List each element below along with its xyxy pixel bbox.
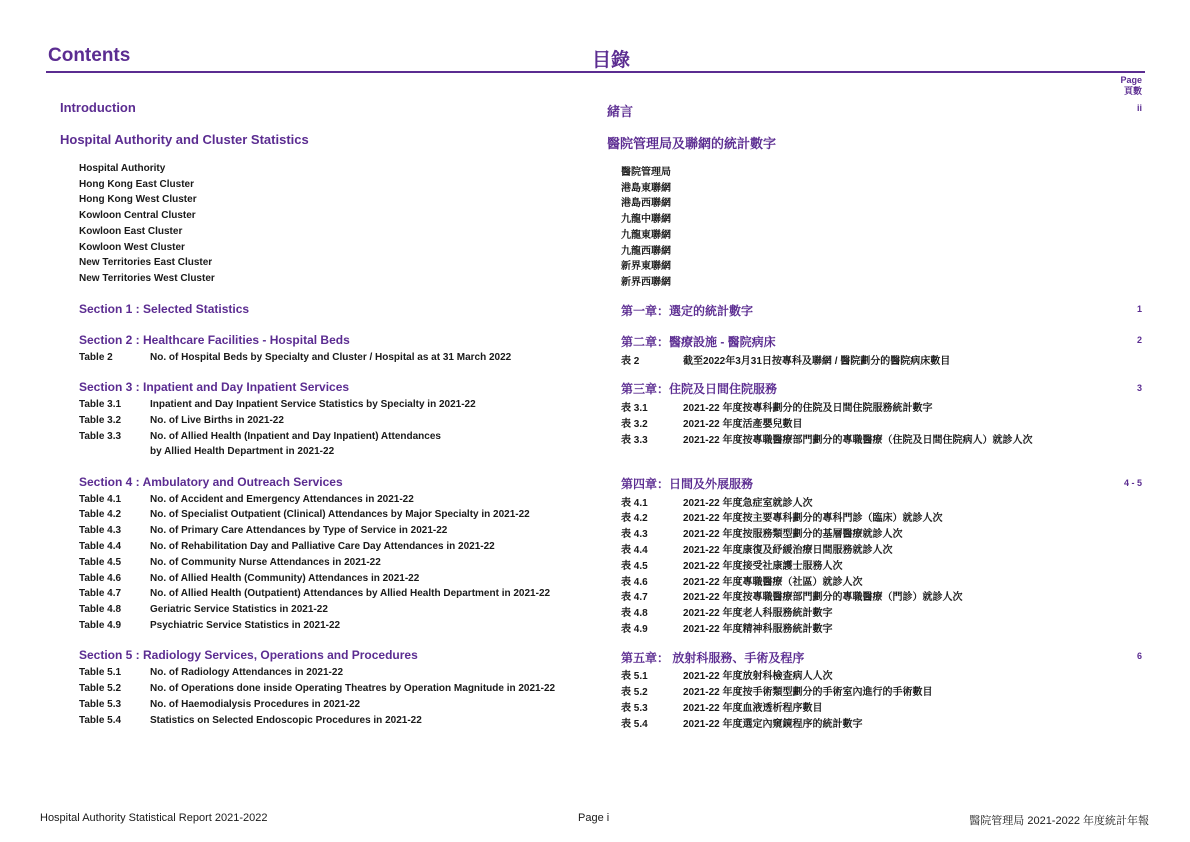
table-number-en: Table 3.3 (79, 431, 122, 442)
table-title-en[interactable]: Statistics on Selected Endoscopic Procedures in 2021-22 (150, 715, 422, 726)
toc-section-1-zh[interactable]: 第一章：選定的統計數字 (621, 304, 754, 318)
table-title-en[interactable]: No. of Primary Care Attendances by Type of Service in 2021-22 (150, 525, 448, 536)
toc-section-5-page: 6 (1136, 651, 1142, 661)
table-number-zh: 表 4.8 (621, 608, 648, 619)
table-title-zh[interactable]: 2021-22 年度按手術類型劃分的手術室內進行的手術數目 (683, 687, 933, 698)
table-title-zh[interactable]: 2021-22 年度放射科檢查病人人次 (683, 671, 833, 682)
table-title-zh[interactable]: 2021-22 年度按主要專科劃分的專科門診（臨床）就診人次 (683, 513, 943, 524)
table-number-zh: 表 3.2 (621, 419, 648, 430)
toc-section-2-page: 2 (1136, 335, 1142, 345)
cluster-item-zh[interactable]: 九龍西聯網 (621, 246, 671, 257)
table-title-en[interactable]: No. of Rehabilitation Day and Palliative Care Day Attendances in 2021-22 (150, 541, 495, 552)
table-title-zh[interactable]: 2021-22 年度精神科服務統計數字 (683, 624, 833, 635)
table-number-en: Table 3.1 (79, 399, 122, 410)
table-title-en[interactable]: No. of Accident and Emergency Attendances in 2021-22 (150, 494, 414, 505)
table-number-zh: 表 4.3 (621, 529, 648, 540)
table-number-en: Table 3.2 (79, 415, 122, 426)
table-number-zh: 表 5.3 (621, 703, 648, 714)
table-title-en[interactable]: No. of Allied Health (Inpatient and Day Inpatient) Attendances (150, 431, 441, 442)
toc-introduction-page: ii (1136, 103, 1142, 113)
toc-section-1-page: 1 (1136, 304, 1142, 314)
table-number-zh: 表 4.5 (621, 561, 648, 572)
cluster-item-en[interactable]: Hospital Authority (79, 163, 166, 174)
table-title-en[interactable]: Inpatient and Day Inpatient Service Statistics by Specialty in 2021-22 (150, 399, 476, 410)
cluster-item-en[interactable]: Hong Kong West Cluster (79, 194, 197, 205)
table-title-en[interactable]: No. of Haemodialysis Procedures in 2021-22 (150, 699, 361, 710)
toc-section-5-en[interactable]: Section 5 : Radiology Services, Operations and Procedures (79, 648, 418, 662)
table-title-en[interactable]: No. of Allied Health (Community) Attendances in 2021-22 (150, 573, 420, 584)
table-title-zh[interactable]: 2021-22 年度老人科服務統計數字 (683, 608, 833, 619)
cluster-item-zh[interactable]: 新界西聯網 (621, 277, 671, 288)
table-number-en: Table 4.8 (79, 604, 122, 615)
page-column-header (1120, 75, 1142, 97)
toc-section-4-en[interactable]: Section 4 : Ambulatory and Outreach Services (79, 475, 343, 489)
table-number-zh: 表 3.3 (621, 435, 648, 446)
table-title-zh[interactable]: 2021-22 年度按專職醫療部門劃分的專職醫療（門診）就診人次 (683, 592, 963, 603)
table-number-en: Table 4.6 (79, 573, 122, 584)
header-rule (46, 71, 1145, 73)
table-number-en: Table 4.5 (79, 557, 122, 568)
cluster-item-en[interactable]: New Territories East Cluster (79, 257, 213, 268)
table-title-zh[interactable]: 2021-22 年度按專職醫療部門劃分的專職醫療（住院及日間住院病人）就診人次 (683, 435, 1033, 446)
table-title-en[interactable]: No. of Radiology Attendances in 2021-22 (150, 667, 344, 678)
table-number-zh: 表 4.2 (621, 513, 648, 524)
table-title-zh[interactable]: 2021-22 年度血液透析程序數目 (683, 703, 823, 714)
cluster-item-zh[interactable]: 九龍中聯網 (621, 214, 671, 225)
table-title-en[interactable]: No. of Operations done inside Operating Theatres by Operation Magnitude in 2021-22 (150, 683, 556, 694)
table-number-en: Table 4.3 (79, 525, 122, 536)
toc-section-3-zh[interactable]: 第三章：住院及日間住院服務 (621, 382, 778, 396)
table-title-zh[interactable]: 2021-22 年度急症室就診人次 (683, 498, 813, 509)
toc-section-2-zh[interactable]: 第二章：醫療設施 - 醫院病床 (621, 335, 776, 349)
cluster-item-zh[interactable]: 九龍東聯網 (621, 230, 671, 241)
table-title-zh[interactable]: 2021-22 年度按專科劃分的住院及日間住院服務統計數字 (683, 403, 933, 414)
page-title-en: Contents (48, 45, 131, 66)
table-title-en[interactable]: No. of Live Births in 2021-22 (150, 415, 284, 426)
table-title-en[interactable]: Geriatric Service Statistics in 2021-22 (150, 604, 328, 615)
table-title-en[interactable]: Psychiatric Service Statistics in 2021-22 (150, 620, 341, 631)
toc-section-4-zh[interactable]: 第四章：日間及外展服務 (621, 477, 754, 491)
table-number-en: Table 5.2 (79, 683, 122, 694)
toc-section-1-en[interactable]: Section 1 : Selected Statistics (79, 302, 250, 316)
toc-section-5-zh[interactable]: 第五章： 放射科服務、手術及程序 (621, 651, 805, 665)
toc-introduction-en[interactable]: Introduction (60, 100, 136, 115)
table-title-en[interactable]: No. of Community Nurse Attendances in 2021-22 (150, 557, 381, 568)
table-title-en-continued[interactable]: by Allied Health Department in 2021-22 (150, 446, 335, 457)
table-number-zh: 表 4.4 (621, 545, 648, 556)
table-number-zh: 表 4.9 (621, 624, 648, 635)
table-title-zh[interactable]: 2021-22 年度選定內窺鏡程序的統計數字 (683, 719, 863, 730)
toc-cluster-heading-en[interactable]: Hospital Authority and Cluster Statistics (60, 132, 309, 147)
table-number-en: Table 4.2 (79, 509, 122, 520)
table-number-zh: 表 4.1 (621, 498, 648, 509)
table-number-en: Table 5.3 (79, 699, 122, 710)
table-title-en[interactable]: No. of Allied Health (Outpatient) Attendances by Allied Health Department in 2021-22 (150, 588, 551, 599)
table-title-zh[interactable]: 2021-22 年度按服務類型劃分的基層醫療就診人次 (683, 529, 903, 540)
cluster-item-en[interactable]: Kowloon West Cluster (79, 242, 185, 253)
cluster-item-zh[interactable]: 新界東聯網 (621, 261, 671, 272)
toc-cluster-heading-zh[interactable]: 醫院管理局及聯網的統計數字 (607, 136, 777, 151)
cluster-item-en[interactable]: Kowloon Central Cluster (79, 210, 196, 221)
cluster-item-en[interactable]: Hong Kong East Cluster (79, 179, 195, 190)
table-number-en: Table 4.9 (79, 620, 122, 631)
cluster-item-en[interactable]: Kowloon East Cluster (79, 226, 183, 237)
table-number-zh: 表 4.6 (621, 577, 648, 588)
table-number-zh: 表 3.1 (621, 403, 648, 414)
table-number-zh: 表 2 (621, 356, 640, 367)
cluster-item-zh[interactable]: 醫院管理局 (621, 167, 671, 178)
table-number-zh: 表 4.7 (621, 592, 648, 603)
cluster-item-zh[interactable]: 港島東聯網 (621, 183, 671, 194)
table-title-en[interactable]: No. of Hospital Beds by Specialty and Cluster / Hospital as at 31 March 2022 (150, 352, 512, 363)
table-number-zh: 表 5.2 (621, 687, 648, 698)
table-number-en: Table 4.7 (79, 588, 122, 599)
table-number-en: Table 5.4 (79, 715, 122, 726)
table-number-en: Table 5.1 (79, 667, 122, 678)
page-label-zh: 頁數 (1123, 86, 1142, 96)
table-number-en: Table 2 (79, 352, 113, 363)
cluster-item-zh[interactable]: 港島西聯網 (621, 198, 671, 209)
table-number-en: Table 4.4 (79, 541, 122, 552)
table-title-zh[interactable]: 2021-22 年度接受社康護士服務人次 (683, 561, 843, 572)
table-title-en[interactable]: No. of Specialist Outpatient (Clinical) Attendances by Major Specialty in 2021-22 (150, 509, 530, 520)
table-number-zh: 表 5.4 (621, 719, 648, 730)
footer-report-title-zh: 醫院管理局 2021-2022 年度統計年報 (969, 815, 1149, 827)
table-title-zh[interactable]: 2021-22 年度康復及紓緩治療日間服務就診人次 (683, 545, 893, 556)
toc-section-4-page: 4 - 5 (1123, 478, 1142, 488)
toc-introduction-zh[interactable]: 緒言 (607, 104, 634, 119)
table-title-zh[interactable]: 2021-22 年度活產嬰兒數目 (683, 419, 803, 430)
table-title-zh[interactable]: 截至2022年3月31日按專科及聯網 / 醫院劃分的醫院病床數目 (683, 356, 951, 367)
table-title-zh[interactable]: 2021-22 年度專職醫療（社區）就診人次 (683, 577, 863, 588)
page-label-en: Page (1120, 75, 1142, 85)
table-number-zh: 表 5.1 (621, 671, 648, 682)
footer-report-title-en: Hospital Authority Statistical Report 2021-2022 (40, 812, 268, 824)
table-number-en: Table 4.1 (79, 494, 122, 505)
cluster-item-en[interactable]: New Territories West Cluster (79, 273, 215, 284)
toc-section-3-page: 3 (1136, 383, 1142, 393)
footer-page-number: Page i (578, 812, 610, 824)
page-title-zh: 目錄 (592, 50, 631, 71)
toc-section-3-en[interactable]: Section 3 : Inpatient and Day Inpatient Services (79, 380, 350, 394)
toc-section-2-en[interactable]: Section 2 : Healthcare Facilities - Hospital Beds (79, 333, 350, 347)
